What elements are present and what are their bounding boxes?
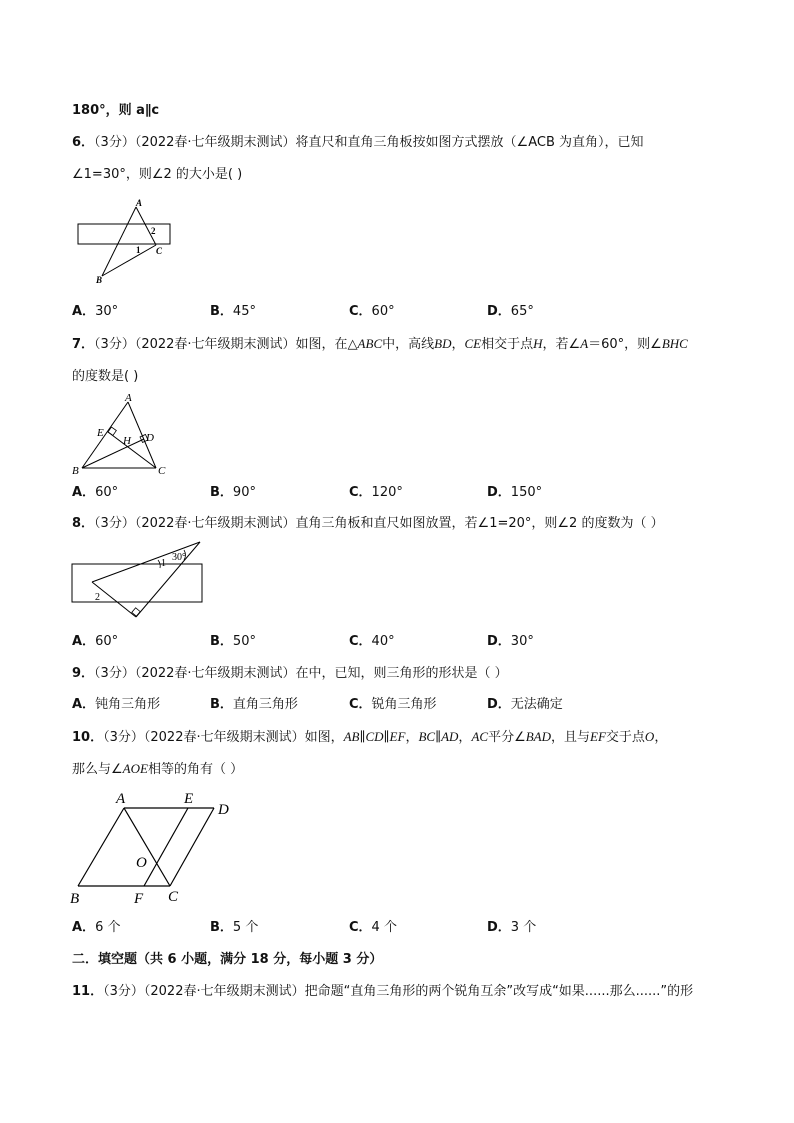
ruler-shape	[78, 224, 170, 244]
question-score: （3分）	[94, 135, 135, 150]
angle-label-2: 2	[95, 592, 100, 603]
option-a[interactable]: A．钝角三角形	[72, 697, 161, 712]
option-d[interactable]: D．3 个	[487, 920, 537, 935]
segment-cd	[170, 808, 214, 886]
point-label-h: H	[123, 435, 131, 447]
question-10-figure	[66, 788, 238, 908]
angle-label-2: 2	[151, 226, 156, 236]
vertex-label-b: B	[70, 891, 80, 907]
triangle-side-short	[136, 542, 200, 617]
question-stem: 将直尺和直角三角板按如图方式摆放（∠ACB 为直角），已知	[295, 135, 644, 150]
question-score: （3分）	[94, 337, 135, 352]
question-7-figure	[70, 392, 174, 480]
question-7-options	[72, 484, 722, 502]
question-number: 7．	[72, 337, 95, 352]
point-label-o: O	[136, 855, 147, 871]
question-number: 11．	[72, 984, 104, 999]
segment-ef	[144, 808, 188, 886]
question-9-options	[72, 696, 722, 714]
point-label-e: E	[97, 427, 104, 439]
question-8-line-1	[72, 515, 664, 533]
ruler-shape	[72, 564, 202, 602]
vertex-label-a: A	[136, 198, 143, 208]
angle-label-1: 1	[161, 558, 166, 569]
question-10-options	[72, 919, 722, 937]
question-source: （2022春·七年级期末测试）	[134, 337, 296, 352]
angle-label-30: 30°	[172, 552, 186, 563]
option-a[interactable]: A．60°	[72, 485, 119, 500]
question-9-line-1	[72, 665, 508, 683]
option-b[interactable]: B．90°	[210, 485, 256, 500]
option-c[interactable]: C．120°	[349, 485, 403, 500]
vertex-label-c: C	[158, 465, 166, 477]
segment-ab	[78, 808, 124, 886]
vertex-label-a: A	[125, 392, 132, 404]
segment-ac	[124, 808, 170, 886]
triangle-side-ab	[82, 402, 128, 468]
section-heading: 二．填空题（共 6 小题，满分 18 分，每小题 3 分）	[72, 952, 383, 967]
option-b[interactable]: B．直角三角形	[210, 697, 298, 712]
question-stem: 直角三角板和直尺如图放置，若∠1=20°，则∠2 的度数为（ ）	[295, 516, 664, 531]
vertex-label-c: C	[156, 246, 163, 256]
option-b[interactable]: B．50°	[210, 634, 256, 649]
question-source: （2022春·七年级期末测试）	[134, 516, 296, 531]
angle-label-1: 1	[136, 245, 141, 255]
vertex-label-a: A	[116, 791, 126, 807]
question-8-figure	[70, 538, 206, 620]
question-source: （2022春·七年级期末测试）	[134, 135, 296, 150]
question-number: 6．	[72, 135, 95, 150]
option-d[interactable]: D．30°	[487, 634, 534, 649]
vertex-label-c: C	[168, 889, 179, 905]
question-score: （3分）	[103, 984, 144, 999]
question-score: （3分）	[103, 730, 144, 745]
question-stem: 把命题“直角三角形的两个锐角互余”改写成“如果......那么......”的形	[304, 984, 694, 999]
option-d[interactable]: D．65°	[487, 304, 534, 319]
option-a[interactable]: A．60°	[72, 634, 119, 649]
option-a[interactable]: A．6 个	[72, 920, 121, 935]
point-label-d: D	[146, 432, 154, 444]
question-score: （3分）	[94, 516, 135, 531]
question-stem: 在中，已知，则三角形的形状是（ ）	[295, 666, 508, 681]
question-number: 9．	[72, 666, 95, 681]
question-source: （2022春·七年级期末测试）	[134, 666, 296, 681]
question-source: （2022春·七年级期末测试）	[143, 984, 305, 999]
vertex-label-b: B	[72, 465, 79, 477]
previous-answer-tail: 180°，则 a∥c	[72, 103, 160, 118]
question-10-line-2: 那么与∠AOE相等的角有（ ）	[72, 761, 244, 777]
question-11-line-1	[72, 983, 693, 1001]
triangle-side-ab	[102, 207, 136, 276]
option-b[interactable]: B．45°	[210, 304, 256, 319]
question-number: 10．	[72, 730, 104, 745]
option-b[interactable]: B．5 个	[210, 920, 259, 935]
option-c[interactable]: C．4 个	[349, 920, 397, 935]
vertex-label-d: D	[218, 802, 229, 818]
question-score: （3分）	[94, 666, 135, 681]
option-a[interactable]: A．30°	[72, 304, 119, 319]
question-7-line-1: 7．（3分）（2022春·七年级期末测试）如图，在△ABC中，高线BD，CE相交于点H，若∠A＝60°，则∠BHC	[72, 336, 688, 352]
question-7-line-2: 的度数是( )	[72, 369, 139, 384]
vertex-label-b: B	[96, 275, 103, 285]
question-10-line-1: 10．（3分）（2022春·七年级期末测试）如图，AB∥CD∥EF，BC∥AD，AC平分∠BAD，且与EF交于点O，	[72, 729, 668, 745]
option-c[interactable]: C．锐角三角形	[349, 697, 437, 712]
question-source: （2022春·七年级期末测试）	[143, 730, 305, 745]
question-6-figure	[74, 198, 178, 288]
altitude-bd	[82, 439, 144, 468]
option-c[interactable]: C．40°	[349, 634, 395, 649]
question-number: 8．	[72, 516, 95, 531]
question-6-line-1	[72, 134, 644, 152]
question-6-line-2: ∠1=30°，则∠2 的大小是( )	[72, 167, 243, 182]
question-8-options	[72, 633, 722, 651]
point-label-e: E	[184, 791, 194, 807]
question-6-options	[72, 303, 722, 321]
point-label-f: F	[134, 891, 144, 907]
option-d[interactable]: D．150°	[487, 485, 543, 500]
option-c[interactable]: C．60°	[349, 304, 395, 319]
option-d[interactable]: D．无法确定	[487, 697, 563, 712]
